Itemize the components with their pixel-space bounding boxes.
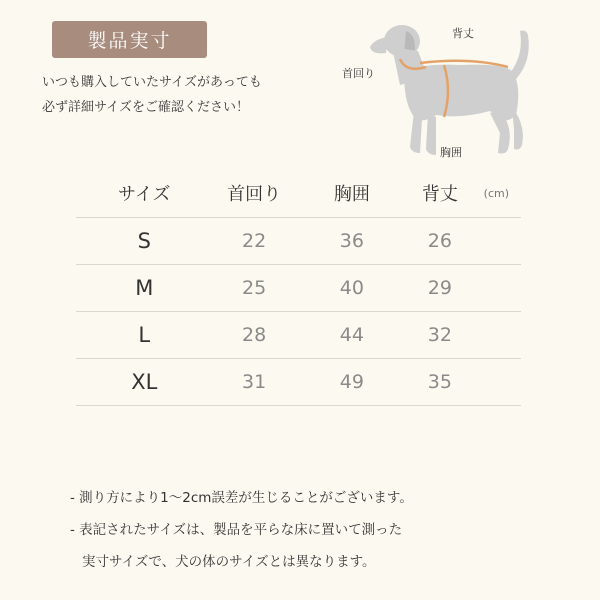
cell-empty [472,311,521,358]
table-row [76,358,521,405]
table-row [76,311,521,358]
intro-line-1: いつも購入していたサイズがあっても [42,75,262,90]
table-row [76,217,521,264]
intro-text [42,70,332,120]
cell-back: 35 [427,370,452,393]
cell-chest: 36 [339,229,364,252]
neck-label: 首回り [342,67,375,80]
note-1: - 測り方により1〜2cm誤差が生じることがございます。 [70,490,413,506]
cell-size: S [137,228,151,253]
cell-empty [472,264,521,311]
cell-back: 29 [427,276,452,299]
cell-chest: 49 [339,370,364,393]
header-neck: 首回り [227,184,282,206]
dog-silhouette-icon [370,25,529,155]
cell-empty [472,358,521,405]
cell-back: 32 [427,323,452,346]
cell-size: XL [131,369,158,394]
note-2-line-2: 実寸サイズで、犬の体のサイズとは異なります。 [82,554,376,570]
table-header-row [76,170,521,217]
cell-chest: 44 [339,323,364,346]
size-table [76,170,521,406]
cell-neck: 22 [242,229,267,252]
header-chest: 胸囲 [333,184,370,206]
unit-label: (cm) [483,186,510,200]
note-2-line-1: - 表記されたサイズは、製品を平らな床に置いて測った [70,522,403,538]
intro-line-2: 必ず詳細サイズをご確認ください！ [42,100,249,115]
cell-chest: 40 [339,276,364,299]
cell-neck: 25 [242,276,267,299]
title-badge [52,21,207,58]
cell-size: M [135,275,154,300]
cell-neck: 31 [242,370,267,393]
header-size: サイズ [117,184,171,206]
table-row [76,264,521,311]
chest-label: 胸囲 [440,146,462,159]
header-back: 背丈 [421,184,458,206]
cell-neck: 28 [242,323,267,346]
dog-measure-diagram [340,15,540,170]
title-text: 製品実寸 [87,30,172,52]
cell-empty [472,217,521,264]
notes [70,482,570,578]
cell-back: 26 [427,229,452,252]
cell-size: L [138,322,151,347]
back-label: 背丈 [452,27,474,40]
